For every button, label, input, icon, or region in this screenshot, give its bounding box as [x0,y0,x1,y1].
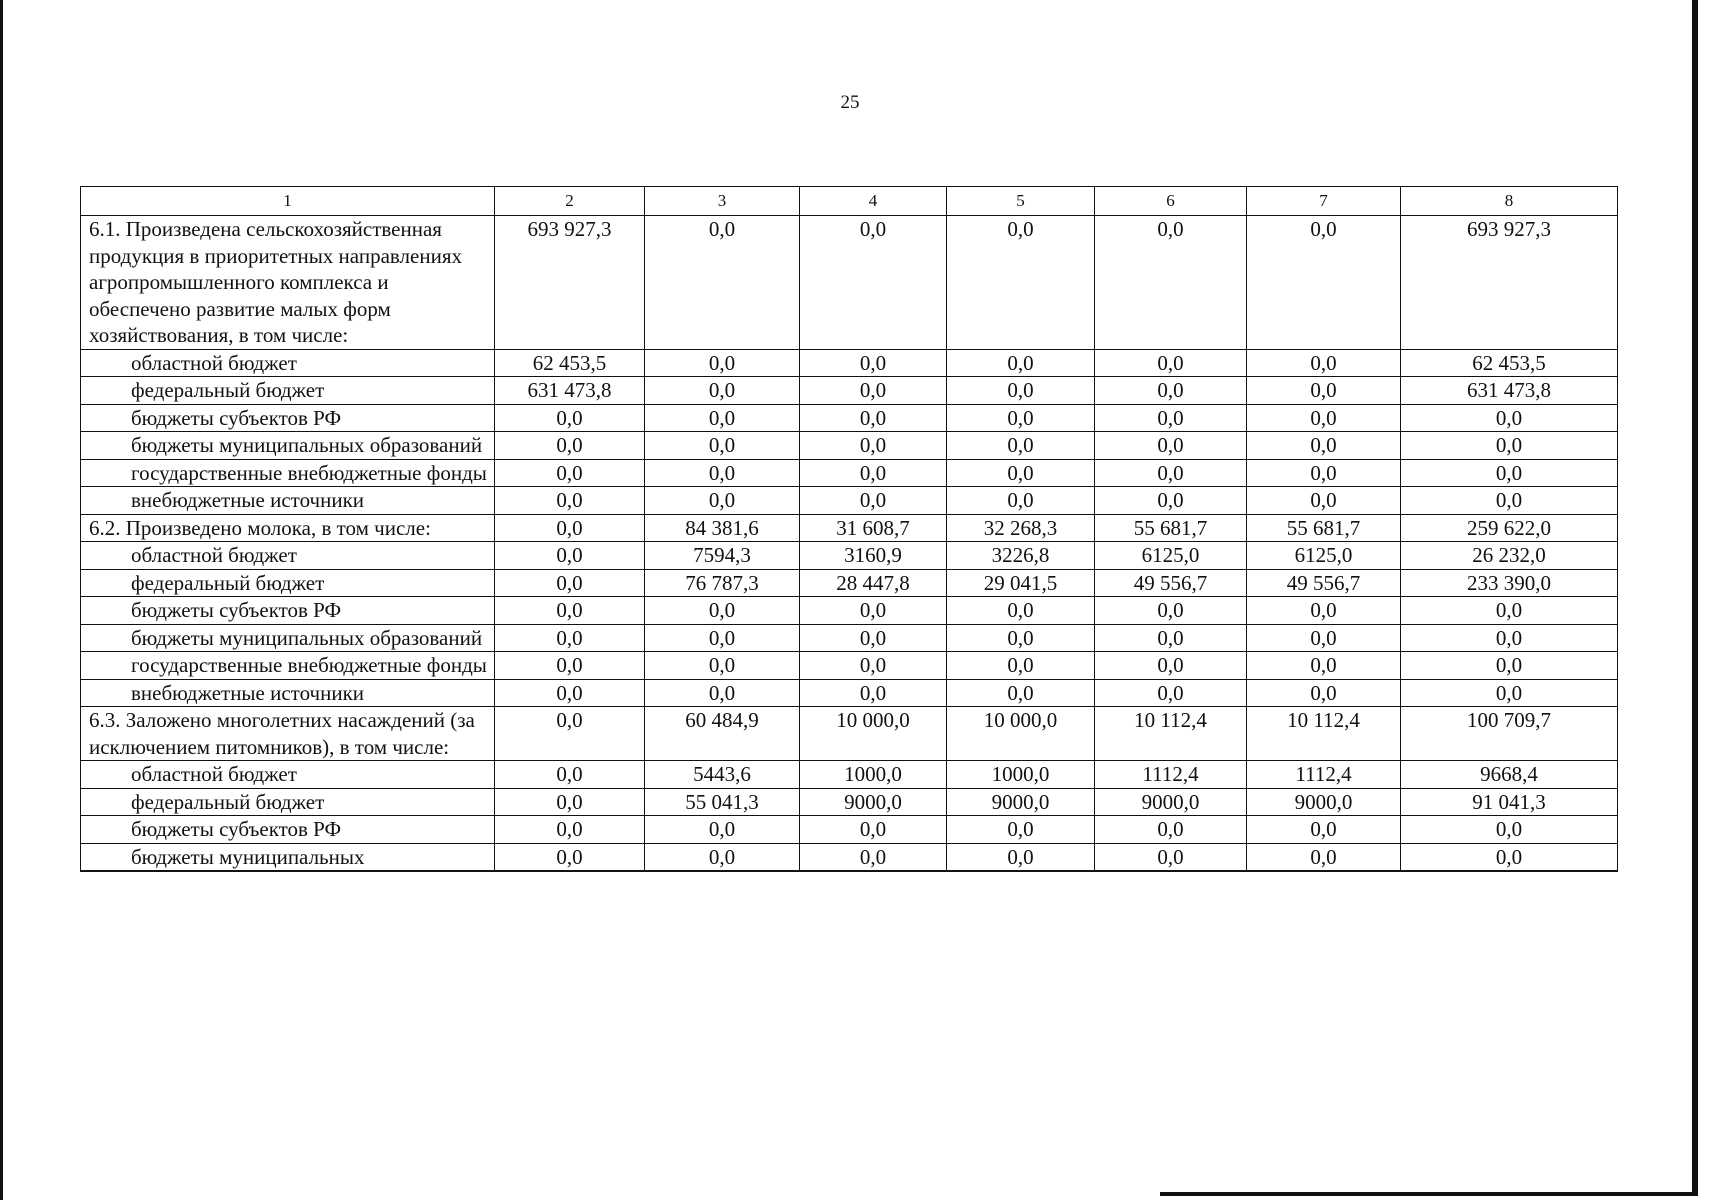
table-row [81,404,1618,432]
value-cell-col-7: 0,0 [1247,216,1401,350]
table-row [81,624,1618,652]
value-cell-col-5: 0,0 [947,843,1095,871]
value-cell-col-2: 0,0 [495,761,645,789]
value-cell-col-2: 0,0 [495,432,645,460]
value-cell-col-4: 0,0 [800,432,947,460]
column-number: 7 [1247,187,1401,216]
value-cell-col-7: 0,0 [1247,624,1401,652]
table-row [81,542,1618,570]
value-cell-col-5: 0,0 [947,816,1095,844]
value-cell-col-6: 0,0 [1095,843,1247,871]
table-row [81,788,1618,816]
value-cell-col-8: 693 927,3 [1401,216,1618,350]
table-body [81,187,1618,872]
funding-source-label: внебюджетные источники [81,679,495,707]
table-row [81,679,1618,707]
value-cell-col-3: 0,0 [645,816,800,844]
funding-source-label: федеральный бюджет [81,569,495,597]
value-cell-col-6: 6125,0 [1095,542,1247,570]
table-row [81,761,1618,789]
funding-source-label: бюджеты субъектов РФ [81,404,495,432]
value-cell-col-3: 76 787,3 [645,569,800,597]
value-cell-col-3: 0,0 [645,679,800,707]
value-cell-col-5: 0,0 [947,487,1095,515]
value-cell-col-6: 0,0 [1095,459,1247,487]
value-cell-col-8: 0,0 [1401,487,1618,515]
value-cell-col-3: 0,0 [645,597,800,625]
value-cell-col-6: 0,0 [1095,216,1247,350]
column-number: 4 [800,187,947,216]
funding-source-label: бюджеты субъектов РФ [81,597,495,625]
column-number: 1 [81,187,495,216]
table-row [81,377,1618,405]
column-number: 6 [1095,187,1247,216]
value-cell-col-4: 0,0 [800,816,947,844]
value-cell-col-2: 0,0 [495,459,645,487]
value-cell-col-6: 0,0 [1095,679,1247,707]
value-cell-col-4: 0,0 [800,624,947,652]
value-cell-col-3: 0,0 [645,404,800,432]
value-cell-col-8: 0,0 [1401,652,1618,680]
value-cell-col-3: 60 484,9 [645,707,800,761]
value-cell-col-8: 259 622,0 [1401,514,1618,542]
scan-border-right [1692,0,1698,1196]
value-cell-col-8: 631 473,8 [1401,377,1618,405]
value-cell-col-3: 0,0 [645,377,800,405]
funding-source-label: областной бюджет [81,761,495,789]
funding-source-label: бюджеты субъектов РФ [81,816,495,844]
column-number: 2 [495,187,645,216]
value-cell-col-3: 0,0 [645,652,800,680]
value-cell-col-6: 1112,4 [1095,761,1247,789]
column-number: 3 [645,187,800,216]
value-cell-col-8: 0,0 [1401,404,1618,432]
value-cell-col-8: 0,0 [1401,624,1618,652]
section-label: 6.2. Произведено молока, в том числе: [81,514,495,542]
value-cell-col-3: 84 381,6 [645,514,800,542]
table-row [81,487,1618,515]
value-cell-col-3: 7594,3 [645,542,800,570]
value-cell-col-2: 0,0 [495,569,645,597]
value-cell-col-7: 0,0 [1247,652,1401,680]
value-cell-col-4: 0,0 [800,843,947,871]
value-cell-col-8: 62 453,5 [1401,349,1618,377]
value-cell-col-4: 0,0 [800,487,947,515]
funding-source-label: внебюджетные источники [81,487,495,515]
budget-table [80,186,1618,872]
table-row [81,432,1618,460]
value-cell-col-8: 9668,4 [1401,761,1618,789]
value-cell-col-2: 0,0 [495,816,645,844]
table-row [81,569,1618,597]
value-cell-col-8: 0,0 [1401,679,1618,707]
value-cell-col-8: 100 709,7 [1401,707,1618,761]
value-cell-col-3: 0,0 [645,843,800,871]
value-cell-col-5: 0,0 [947,216,1095,350]
value-cell-col-5: 0,0 [947,459,1095,487]
value-cell-col-4: 9000,0 [800,788,947,816]
value-cell-col-7: 6125,0 [1247,542,1401,570]
value-cell-col-3: 0,0 [645,432,800,460]
value-cell-col-5: 1000,0 [947,761,1095,789]
table-section-row [81,707,1618,761]
value-cell-col-3: 55 041,3 [645,788,800,816]
value-cell-col-8: 26 232,0 [1401,542,1618,570]
value-cell-col-4: 0,0 [800,216,947,350]
table-row [81,597,1618,625]
value-cell-col-4: 0,0 [800,349,947,377]
value-cell-col-7: 10 112,4 [1247,707,1401,761]
value-cell-col-6: 55 681,7 [1095,514,1247,542]
page-number: 25 [840,92,860,113]
value-cell-col-2: 693 927,3 [495,216,645,350]
funding-source-label: областной бюджет [81,542,495,570]
value-cell-col-7: 0,0 [1247,432,1401,460]
value-cell-col-7: 0,0 [1247,843,1401,871]
table-section-row [81,216,1618,350]
value-cell-col-7: 0,0 [1247,377,1401,405]
value-cell-col-3: 0,0 [645,459,800,487]
value-cell-col-4: 0,0 [800,459,947,487]
value-cell-col-2: 631 473,8 [495,377,645,405]
value-cell-col-6: 0,0 [1095,487,1247,515]
value-cell-col-5: 0,0 [947,652,1095,680]
funding-source-label: государственные внебюджетные фонды [81,459,495,487]
value-cell-col-4: 3160,9 [800,542,947,570]
value-cell-col-8: 0,0 [1401,816,1618,844]
value-cell-col-3: 0,0 [645,216,800,350]
value-cell-col-5: 0,0 [947,624,1095,652]
value-cell-col-8: 0,0 [1401,432,1618,460]
value-cell-col-7: 0,0 [1247,487,1401,515]
value-cell-col-5: 9000,0 [947,788,1095,816]
value-cell-col-2: 0,0 [495,624,645,652]
value-cell-col-4: 0,0 [800,404,947,432]
value-cell-col-2: 0,0 [495,404,645,432]
value-cell-col-7: 0,0 [1247,349,1401,377]
table-section-row [81,514,1618,542]
value-cell-col-6: 0,0 [1095,816,1247,844]
value-cell-col-5: 0,0 [947,597,1095,625]
value-cell-col-5: 32 268,3 [947,514,1095,542]
value-cell-col-2: 0,0 [495,679,645,707]
value-cell-col-7: 55 681,7 [1247,514,1401,542]
column-number: 8 [1401,187,1618,216]
value-cell-col-5: 0,0 [947,432,1095,460]
value-cell-col-2: 0,0 [495,597,645,625]
value-cell-col-7: 0,0 [1247,597,1401,625]
value-cell-col-3: 5443,6 [645,761,800,789]
funding-source-label: федеральный бюджет [81,377,495,405]
funding-source-label: государственные внебюджетные фонды [81,652,495,680]
value-cell-col-2: 0,0 [495,542,645,570]
value-cell-col-6: 49 556,7 [1095,569,1247,597]
value-cell-col-2: 0,0 [495,652,645,680]
value-cell-col-4: 0,0 [800,377,947,405]
value-cell-col-2: 0,0 [495,487,645,515]
value-cell-col-5: 29 041,5 [947,569,1095,597]
value-cell-col-2: 0,0 [495,788,645,816]
value-cell-col-6: 0,0 [1095,652,1247,680]
value-cell-col-7: 0,0 [1247,459,1401,487]
scan-border-bottom [1160,1192,1698,1196]
value-cell-col-4: 31 608,7 [800,514,947,542]
value-cell-col-6: 10 112,4 [1095,707,1247,761]
value-cell-col-6: 0,0 [1095,349,1247,377]
value-cell-col-8: 0,0 [1401,459,1618,487]
column-number: 5 [947,187,1095,216]
column-number-row [81,187,1618,216]
value-cell-col-6: 0,0 [1095,432,1247,460]
funding-source-label: федеральный бюджет [81,788,495,816]
section-label: 6.1. Произведена сельскохозяйственная продукция в приоритетных направлениях агропромышленного комплекса и обеспечено развитие малых форм хозяйствования, в том числе: [81,216,495,350]
value-cell-col-7: 9000,0 [1247,788,1401,816]
value-cell-col-2: 0,0 [495,514,645,542]
table-row [81,349,1618,377]
funding-source-label: бюджеты муниципальных [81,843,495,871]
value-cell-col-4: 0,0 [800,597,947,625]
value-cell-col-5: 0,0 [947,377,1095,405]
section-label: 6.3. Заложено многолетних насаждений (за исключением питомников), в том числе: [81,707,495,761]
value-cell-col-8: 0,0 [1401,843,1618,871]
value-cell-col-7: 0,0 [1247,679,1401,707]
table-row [81,843,1618,871]
value-cell-col-3: 0,0 [645,624,800,652]
value-cell-col-5: 10 000,0 [947,707,1095,761]
value-cell-col-8: 233 390,0 [1401,569,1618,597]
value-cell-col-6: 0,0 [1095,624,1247,652]
value-cell-col-6: 9000,0 [1095,788,1247,816]
value-cell-col-7: 0,0 [1247,816,1401,844]
value-cell-col-5: 0,0 [947,349,1095,377]
value-cell-col-6: 0,0 [1095,404,1247,432]
funding-source-label: бюджеты муниципальных образований [81,624,495,652]
value-cell-col-4: 10 000,0 [800,707,947,761]
value-cell-col-2: 0,0 [495,707,645,761]
table-row [81,816,1618,844]
table-row [81,652,1618,680]
funding-source-label: областной бюджет [81,349,495,377]
value-cell-col-4: 1000,0 [800,761,947,789]
value-cell-col-3: 0,0 [645,487,800,515]
value-cell-col-5: 3226,8 [947,542,1095,570]
value-cell-col-8: 91 041,3 [1401,788,1618,816]
value-cell-col-2: 62 453,5 [495,349,645,377]
value-cell-col-7: 49 556,7 [1247,569,1401,597]
value-cell-col-4: 28 447,8 [800,569,947,597]
value-cell-col-7: 1112,4 [1247,761,1401,789]
table-row [81,459,1618,487]
value-cell-col-4: 0,0 [800,652,947,680]
funding-source-label: бюджеты муниципальных образований [81,432,495,460]
value-cell-col-4: 0,0 [800,679,947,707]
scan-border-left [0,0,3,1200]
value-cell-col-5: 0,0 [947,404,1095,432]
value-cell-col-7: 0,0 [1247,404,1401,432]
value-cell-col-2: 0,0 [495,843,645,871]
value-cell-col-8: 0,0 [1401,597,1618,625]
value-cell-col-3: 0,0 [645,349,800,377]
value-cell-col-6: 0,0 [1095,377,1247,405]
value-cell-col-5: 0,0 [947,679,1095,707]
value-cell-col-6: 0,0 [1095,597,1247,625]
